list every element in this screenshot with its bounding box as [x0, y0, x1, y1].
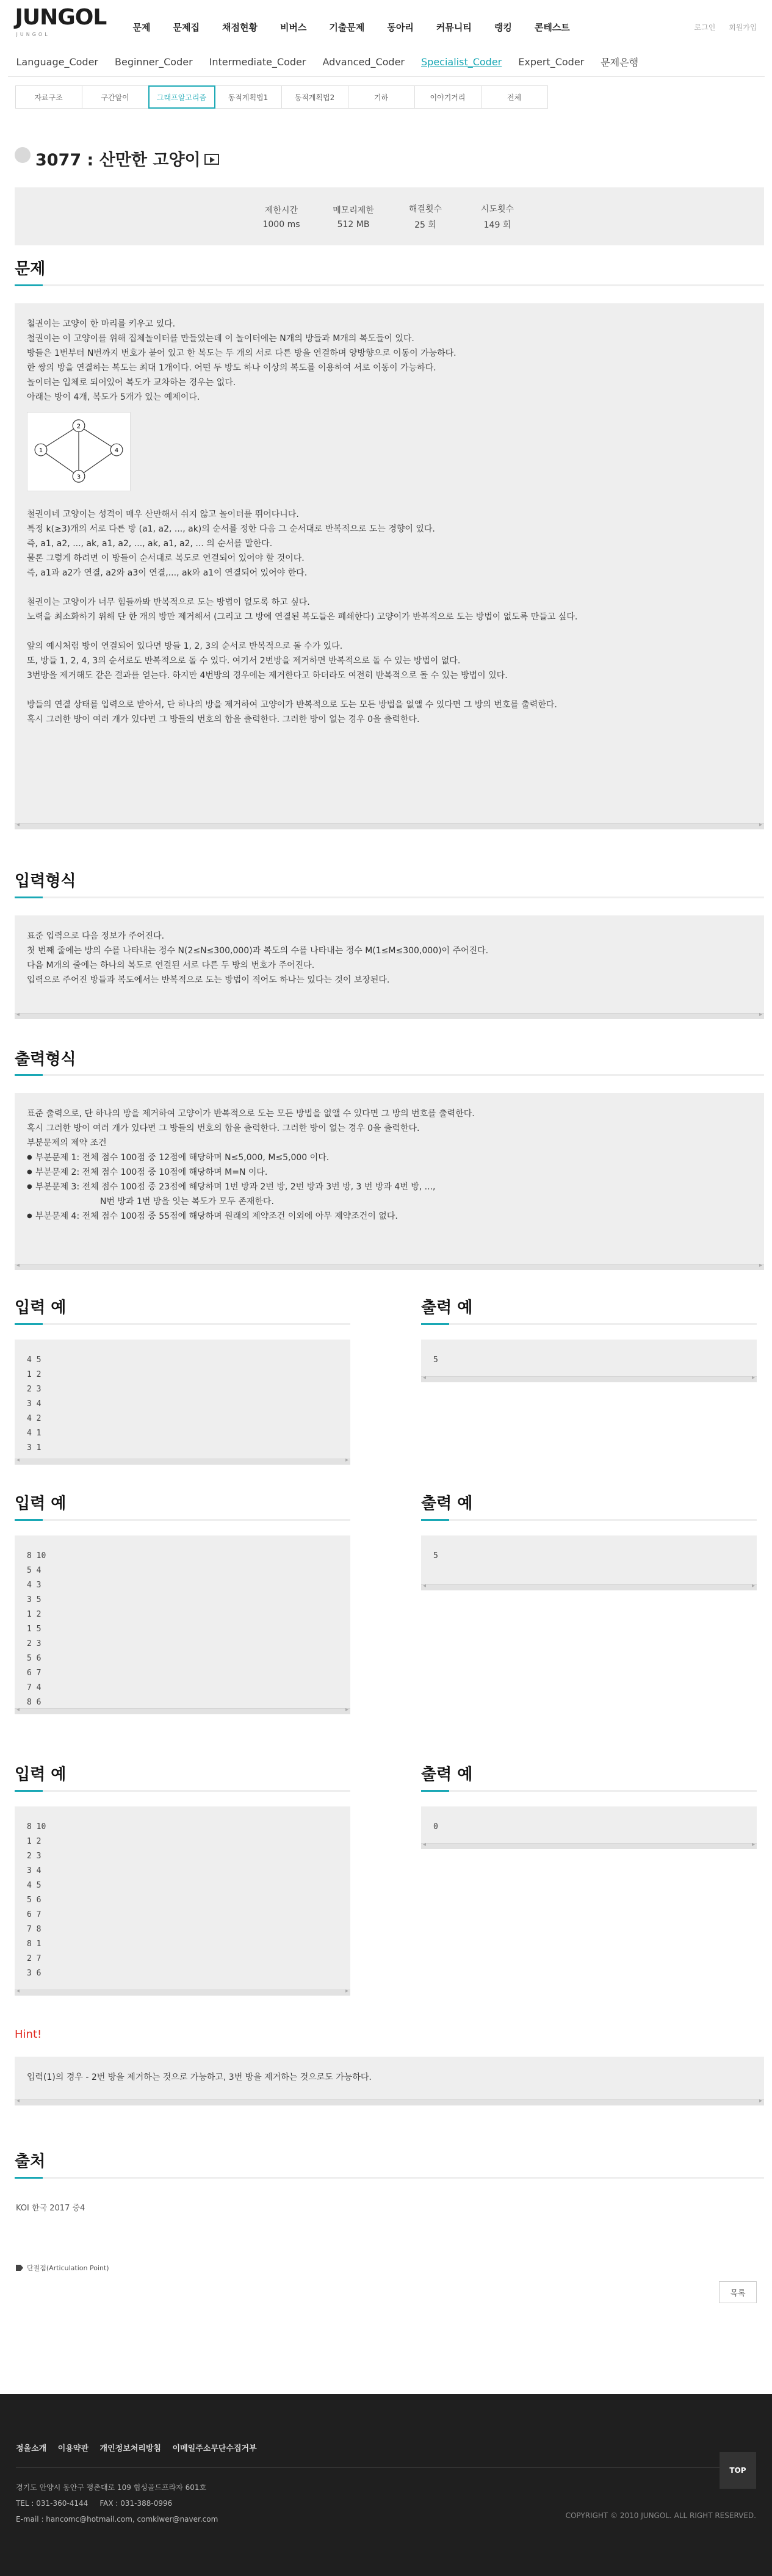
- list-button[interactable]: 목록: [719, 2281, 757, 2303]
- example-input-box[interactable]: 8 10 5 4 4 3 3 5 1 2 1 5 2 3 5 6 6 7 7 4 8 6: [15, 1535, 350, 1708]
- tab-dp1[interactable]: 동적계획법1: [215, 85, 282, 109]
- section-divider: [15, 1323, 350, 1325]
- nav-item-clubs[interactable]: 동아리: [387, 22, 414, 33]
- footer-divider: [16, 2467, 756, 2468]
- footer-links: [16, 2442, 265, 2453]
- example-input-title: 입력 예: [15, 1495, 67, 1513]
- example-input-title: 입력 예: [15, 1299, 67, 1317]
- example-input-title: 입력 예: [15, 1766, 67, 1784]
- horizontal-scrollbar[interactable]: [15, 1708, 350, 1714]
- example-output-title: 출력 예: [421, 1299, 473, 1317]
- footer-link-privacy[interactable]: 개인정보처리방침: [99, 2444, 161, 2453]
- footer-link-about[interactable]: 정올소개: [16, 2444, 47, 2453]
- example-input-box[interactable]: 8 10 1 2 2 3 3 4 4 5 5 6 6 7 7 8 8 1 2 7 3 6: [15, 1806, 350, 1990]
- limit-memory: 메모리제한 512 MB: [333, 205, 374, 229]
- level-intermediate-coder[interactable]: Intermediate_Coder: [209, 56, 306, 68]
- nav-item-community[interactable]: 커뮤니티: [436, 22, 472, 33]
- horizontal-scrollbar[interactable]: [15, 1459, 350, 1465]
- nav-item-past-problems[interactable]: 기출문제: [329, 22, 365, 33]
- example-output-box[interactable]: 5: [421, 1340, 757, 1376]
- section-divider: [15, 2177, 764, 2179]
- tag-icon: [16, 2265, 23, 2271]
- nav-item-problemsets[interactable]: 문제집: [173, 22, 200, 33]
- graph-node-label: 4: [114, 447, 119, 454]
- horizontal-scrollbar[interactable]: [421, 1376, 757, 1382]
- signup-link[interactable]: 회원가입: [729, 23, 757, 32]
- section-title-output: 출력형식: [15, 1050, 76, 1069]
- level-problem-bank[interactable]: 문제은행: [601, 57, 639, 68]
- login-link[interactable]: 로그인: [694, 23, 716, 32]
- tab-graph-algorithms[interactable]: 그래프알고리즘: [148, 85, 215, 109]
- graph-node-label: 1: [38, 447, 43, 454]
- tab-dp2[interactable]: 동적계획법2: [281, 85, 348, 109]
- level-nav: [8, 48, 765, 77]
- output-format-box: 표준 출력으로, 단 하나의 방을 제거하여 고양이가 반복적으로 도는 모든 방법을 없앨 수 있다면 그 방의 번호를 출력한다. 혹시 그러한 방이 여러 개가 있다면 그 방들의 번호의 합을 출력한다. 그러한 방이 없는 경우 0을 출력한다. 부분문제의 제약 조건 ● 부분문제 1: 전체 점수 100점 중 12점에 해당하며 N≤5,000, M≤5,000 이다. ● 부분문제 2: 전체 점수 100점 중 10점에 해당하며 M=N 이다. ● 부분문제 3: 전체 점수 100점 중 23점에 해당하며 1번 방과 2번 방, 2번 방과 3번 방, 3 번 방과 4번 방, ..., N번 방과 1번 방을 잇는 복도가 모두 존재한다. ● 부분문제 4: 전체 점수 100점 중 55점에 해당하며 원래의 제약조건 이외에 아무 제약조건이 없다.: [15, 1093, 764, 1264]
- algorithm-tag[interactable]: 단절점(Articulation Point): [16, 2263, 109, 2273]
- limits-box: [15, 187, 764, 245]
- tab-geometry[interactable]: 기하: [348, 85, 415, 109]
- footer-link-terms[interactable]: 이용약관: [57, 2444, 88, 2453]
- section-divider: [421, 1519, 757, 1521]
- nav-item-ranking[interactable]: 랭킹: [494, 22, 512, 33]
- section-divider: [15, 1790, 350, 1792]
- limit-attempts: 시도횟수 149 회: [480, 204, 514, 230]
- section-divider: [15, 284, 764, 286]
- horizontal-scrollbar[interactable]: [15, 2099, 764, 2105]
- limit-solved: 해결횟수 25 회: [408, 204, 442, 230]
- tab-data-structures[interactable]: 자료구조: [15, 85, 82, 109]
- category-tabs: [8, 77, 765, 109]
- graph-node-label: 3: [76, 474, 81, 481]
- input-format-box: 표준 입력으로 다음 정보가 주어진다. 첫 번째 줄에는 방의 수를 나타내는 정수 N(2≤N≤300,000)과 복도의 수를 나타내는 정수 M(1≤M≤300,000)이 주어진다. 다음 M개의 줄에는 하나의 복도로 연결된 서로 다른 두 방의 번호가 주어진다. 입력으로 주어진 방들과 복도에서는 반복적으로 도는 방법이 적어도 하나는 있다는 것이 보장된다.: [15, 915, 764, 1013]
- tab-all[interactable]: 전체: [481, 85, 548, 109]
- footer-link-email-policy[interactable]: 이메일주소무단수집거부: [172, 2444, 257, 2453]
- footer-address: 경기도 안양시 동안구 평촌대로 109 협성골드프라자 601호: [16, 2483, 207, 2492]
- level-specialist-coder[interactable]: Specialist_Coder: [421, 56, 502, 68]
- page-title: 3077 : 산만한 고양이: [35, 151, 201, 170]
- example-output-box[interactable]: 0: [421, 1806, 757, 1843]
- footer: [0, 2394, 772, 2576]
- tab-range[interactable]: 구간알이: [82, 85, 149, 109]
- hint-box: 입력(1)의 경우 - 2번 방을 제거하는 것으로 가능하고, 3번 방을 제거하는 것으로도 가능하다.: [15, 2057, 764, 2099]
- top-header: [8, 0, 765, 48]
- level-advanced-coder[interactable]: Advanced_Coder: [322, 56, 405, 68]
- example-input-box[interactable]: 4 5 1 2 2 3 3 4 4 2 4 1 3 1: [15, 1340, 350, 1459]
- nav-item-problems[interactable]: 문제: [132, 22, 151, 33]
- section-title-source: 출처: [15, 2152, 46, 2171]
- level-language-coder[interactable]: Language_Coder: [16, 56, 98, 68]
- nav-item-status[interactable]: 채점현황: [222, 22, 258, 33]
- horizontal-scrollbar[interactable]: [421, 1584, 757, 1590]
- tab-stories[interactable]: 이야기거리: [414, 85, 482, 109]
- main-nav: [133, 21, 593, 34]
- logo-subtitle: JUNGOL: [16, 32, 50, 37]
- footer-copyright: COPYRIGHT © 2010 JUNGOL. ALL RIGHT RESERVED.: [565, 2511, 756, 2520]
- nav-item-bebras[interactable]: 비버스: [280, 22, 307, 33]
- footer-tel: TEL : 031-360-4144 FAX : 031-388-0996: [16, 2499, 173, 2508]
- problem-title-row: [15, 146, 219, 170]
- horizontal-scrollbar[interactable]: [15, 1013, 764, 1019]
- horizontal-scrollbar[interactable]: [15, 1990, 350, 1996]
- example-output-box[interactable]: 5: [421, 1535, 757, 1584]
- section-divider: [15, 1074, 764, 1076]
- limit-time: 제한시간 1000 ms: [262, 205, 300, 229]
- example-output-title: 출력 예: [421, 1766, 473, 1784]
- logo[interactable]: JUNGOL: [15, 5, 107, 30]
- hint-title: Hint!: [15, 2028, 42, 2041]
- footer-email: E-mail : hancomc@hotmail.com, comkiwer@naver.com: [16, 2515, 218, 2524]
- nav-item-contest[interactable]: 콘테스트: [534, 22, 570, 33]
- source-text: KOI 한국 2017 중4: [16, 2204, 85, 2213]
- horizontal-scrollbar[interactable]: [15, 1264, 764, 1270]
- video-play-icon[interactable]: [204, 154, 219, 165]
- section-divider: [421, 1790, 757, 1792]
- problem-description: 철권이는 고양이 한 마리를 키우고 있다. 철권이는 이 고양이를 위해 집체놀이터를 만들었는데 이 놀이터에는 N개의 방들과 M개의 복도들이 있다. 방들은 1번부터 N번까지 번호가 붙어 있고 한 복도는 두 개의 서로 다른 방을 연결하며 양방향으로 이동이 가능하다. 한 쌍의 방을 연결하는 복도는 최대 1개이다. 어떤 두 방도 하나 이상의 복도를 이용하여 서로 이동이 가능하다. 놀이터는 입체로 되어있어 복도가 교차하는 경우는 없다. 아래는 방이 4개, 복도가 5개가 있는 예제이다. 2 1 4 3 철권이네 고양이는 성격이 매우 산만해서 쉬지 않고 놀이터를 뛰어다니다. 특정 k(≥3)개의 서로 다른 방 (a1, a2, ..., ak)의 순서를 정한 다음 그 순서대로 반복적으로 도는 경향이 있다. 즉, a1, a2, ..., ak, a1, a2, ..., ak, a1, a2, ... 의 순서를 말한다. 물론 그렇게 하려면 이 방들이 순서대로 복도로 연결되어 있어야 할 것이다. 즉, a1과 a2가 연결, a2와 a3이 연결,..., ak와 a1이 연결되어 있어야 한다. 철권이는 고양이가 너무 힘들까봐 반복적으로 도는 방법이 없도록 하고 싶다. 노력을 최소화하기 위해 단 한 개의 방만 제거해서 (그리고 그 방에 연결된 복도들은 폐쇄한다) 고양이가 반복적으로 도는 방법이 없도록 만들고 싶다. 앞의 예시처럼 방이 연결되어 있다면 방들 1, 2, 3의 순서로 반복적으로 돌 수가 있다. 또, 방들 1, 2, 4, 3의 순서로도 반복적으로 돌 수 있다. 여기서 2번방을 제거하면 반복적으로 돌 수 있는 방법이 없다. 3번방을 제거해도 같은 결과를 얻는다. 하지만 4번방의 경우에는 제거한다고 하더라도 여전히 반복적으로 돌 수 있는 방법이 있다. 방들의 연결 상태를 입력으로 받아서, 단 하나의 방을 제거하여 고양이가 반복적으로 도는 모든 방법을 없앨 수 있다면 그 방의 번호를 출력한다. 혹시 그러한 방이 여러 개가 있다면 그 방들의 번호의 합을 출력한다. 그러한 방이 없는 경우 0을 출력한다.: [15, 303, 764, 823]
- footer-info: [16, 2480, 218, 2527]
- bookmark-icon[interactable]: [15, 147, 31, 163]
- level-beginner-coder[interactable]: Beginner_Coder: [115, 56, 193, 68]
- section-title-input: 입력형식: [15, 872, 76, 890]
- section-divider: [15, 897, 764, 898]
- graph-figure: [27, 412, 131, 491]
- example-output-title: 출력 예: [421, 1495, 473, 1513]
- scroll-top-button[interactable]: TOP: [720, 2452, 756, 2489]
- user-links: [684, 22, 757, 32]
- horizontal-scrollbar[interactable]: [421, 1843, 757, 1849]
- level-expert-coder[interactable]: Expert_Coder: [518, 56, 585, 68]
- section-divider: [15, 1519, 350, 1521]
- section-title-problem: 문제: [15, 260, 46, 278]
- section-divider: [421, 1323, 757, 1325]
- graph-node-label: 2: [76, 423, 81, 430]
- horizontal-scrollbar[interactable]: [15, 823, 764, 829]
